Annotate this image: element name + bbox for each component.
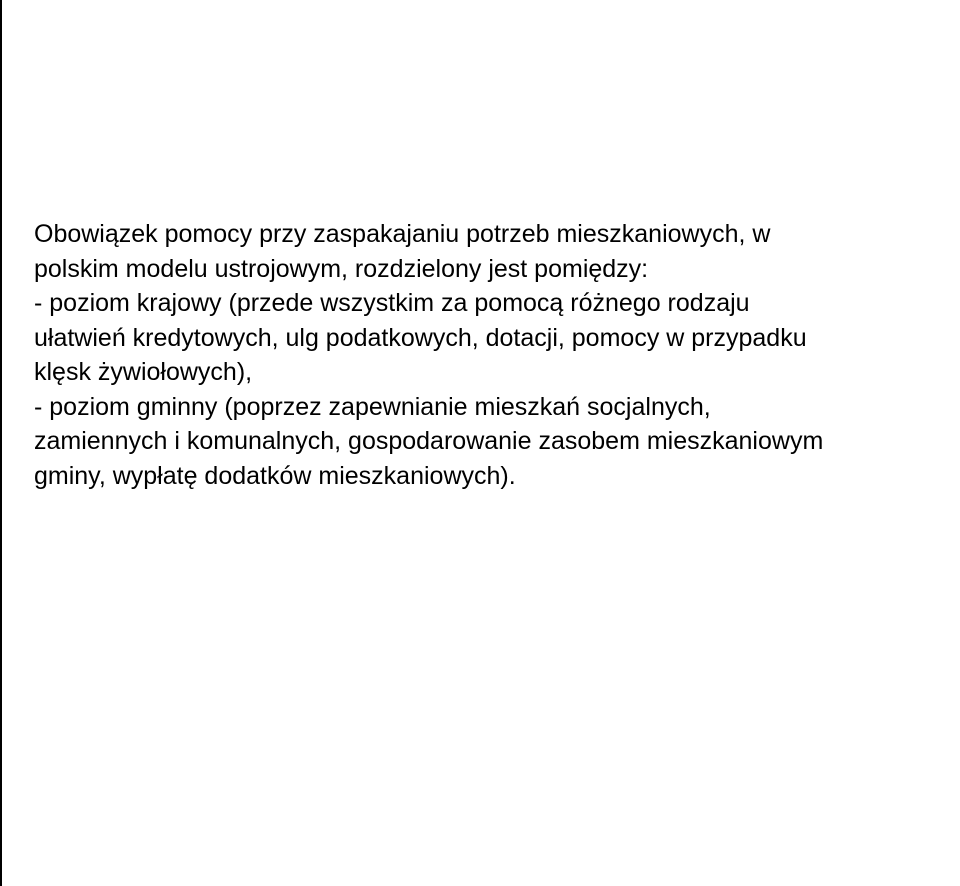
text-line: - poziom krajowy (przede wszystkim za pomocą różnego rodzaju — [34, 289, 750, 317]
text-line: Obowiązek pomocy przy zaspakajaniu potrzeb mieszkaniowych, w — [34, 220, 771, 248]
text-line: ułatwień kredytowych, ulg podatkowych, dotacji, pomocy w przypadku — [34, 323, 807, 352]
text-line: polskim modelu ustrojowym, rozdzielony jest pomiędzy: — [34, 254, 649, 283]
text-block — [34, 217, 960, 493]
text-line: gminy, wypłatę dodatków mieszkaniowych). — [34, 461, 516, 490]
text-line: klęsk żywiołowych), — [34, 358, 253, 386]
text-line: - poziom gminny (poprzez zapewnianie mieszkań socjalnych, — [34, 392, 711, 421]
page-left-border — [0, 0, 2, 886]
text-line: zamiennych i komunalnych, gospodarowanie zasobem mieszkaniowym — [34, 427, 824, 455]
